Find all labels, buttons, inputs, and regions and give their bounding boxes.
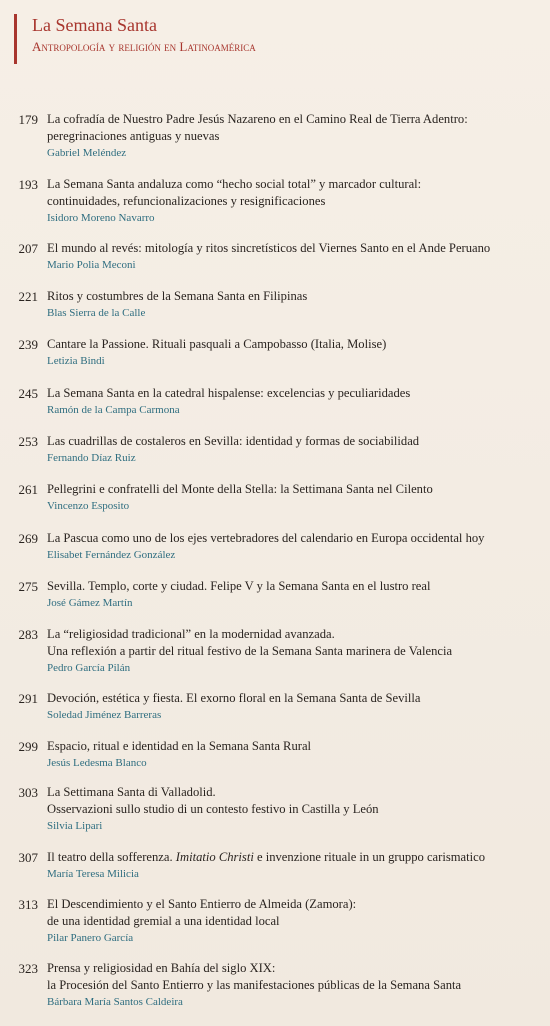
entry-title-line: Una reflexión a partir del ritual festivo de la Semana Santa marinera de Valencia (47, 644, 453, 658)
entry-author: José Gámez Martín (47, 597, 133, 609)
entry-author: María Teresa Milicia (47, 868, 139, 880)
entry-body (47, 626, 543, 676)
page-number: 323 (18, 961, 38, 976)
entry-author: Fernando Díaz Ruiz (47, 452, 136, 464)
entry-body (47, 336, 543, 369)
entry-body (47, 578, 543, 611)
page-number: 313 (18, 897, 38, 912)
entry-title-line: Devoción, estética y fiesta. El exorno floral en la Semana Santa de Sevilla (47, 691, 421, 705)
entry-body (47, 385, 543, 418)
entry-title-line: Sevilla. Templo, corte y ciudad. Felipe V y la Semana Santa en el lustro real (47, 579, 431, 593)
entry-title-line: de una identidad gremial a una identidad local (47, 914, 280, 928)
entry-author: Vincenzo Esposito (47, 500, 130, 512)
entry-body (47, 784, 543, 834)
page-number: 303 (18, 785, 38, 800)
page-number: 269 (18, 531, 38, 546)
page-number: 245 (18, 386, 38, 401)
entry-body (47, 433, 543, 466)
entry-title-line: Osservazioni sullo studio di un contesto festivo in Castilla y León (47, 802, 379, 816)
entry-body (47, 481, 543, 514)
entry-title-line: La “religiosidad tradicional” en la modernidad avanzada. (47, 627, 335, 641)
book-subtitle: Antropología y religión en Latinoamérica (32, 39, 256, 54)
entry-body (47, 288, 543, 321)
entry-author: Mario Polia Meconi (47, 259, 136, 271)
entry-author: Pedro García Pilán (47, 662, 131, 674)
entry-title-line: Prensa y religiosidad en Bahía del siglo XIX: (47, 961, 276, 975)
entry-body (47, 240, 543, 273)
entry-author: Elisabet Fernández González (47, 549, 176, 561)
entry-body (47, 849, 543, 882)
entry-title-line: Espacio, ritual e identidad en la Semana Santa Rural (47, 739, 312, 753)
entry-title-line: La cofradía de Nuestro Padre Jesús Nazareno en el Camino Real de Tierra Adentro: (47, 112, 468, 126)
entry-author: Isidoro Moreno Navarro (47, 212, 155, 224)
entry-title-line: Il teatro della sofferenza. Imitatio Christi e invenzione rituale in un gruppo carismatico (47, 850, 485, 864)
book-title: La Semana Santa (32, 15, 157, 35)
entry-title-line: Pellegrini e confratelli del Monte della Stella: la Settimana Santa nel Cilento (47, 482, 433, 496)
entry-title-line: La Settimana Santa di Valladolid. (47, 785, 216, 799)
entry-author: Letizia Bindi (47, 355, 105, 367)
entry-title-line: continuidades, refuncionalizaciones y resignificaciones (47, 194, 326, 208)
entry-title-line: Ritos y costumbres de la Semana Santa en Filipinas (47, 289, 308, 303)
page-number: 299 (18, 739, 38, 754)
entry-author: Jesús Ledesma Blanco (47, 757, 147, 769)
page-number: 275 (18, 579, 38, 594)
entry-body (47, 896, 543, 946)
entry-title-line: peregrinaciones antiguas y nuevas (47, 129, 220, 143)
page-number: 207 (18, 241, 38, 256)
page-number: 193 (18, 177, 38, 192)
entry-author: Blas Sierra de la Calle (47, 307, 146, 319)
entry-author: Gabriel Meléndez (47, 147, 127, 159)
page-number: 221 (18, 289, 38, 304)
entry-title-line: Las cuadrillas de costaleros en Sevilla: identidad y formas de sociabilidad (47, 434, 420, 448)
entry-body (47, 530, 543, 563)
page-number: 291 (18, 691, 38, 706)
entry-title-line: La Semana Santa andaluza como “hecho social total” y marcador cultural: (47, 177, 422, 191)
page-number: 239 (18, 337, 38, 352)
page-number: 283 (18, 627, 38, 642)
entry-title-line: Cantare la Passione. Rituali pasquali a Campobasso (Italia, Molise) (47, 337, 387, 351)
entry-body (47, 738, 543, 771)
entry-body (47, 111, 543, 161)
running-header (14, 14, 256, 64)
entry-title-line: la Procesión del Santo Entierro y las manifestaciones públicas de la Semana Santa (47, 978, 462, 992)
page-number: 261 (18, 482, 38, 497)
entry-author: Ramón de la Campa Carmona (47, 404, 180, 416)
entry-body (47, 960, 543, 1010)
entry-author: Silvia Lipari (47, 820, 103, 832)
entry-title-line: El Descendimiento y el Santo Entierro de Almeida (Zamora): (47, 897, 357, 911)
entry-author: Pilar Panero García (47, 932, 134, 944)
entry-author: Bárbara María Santos Caldeira (47, 996, 183, 1008)
page-number: 179 (18, 112, 38, 127)
entry-author: Soledad Jiménez Barreras (47, 709, 162, 721)
entry-body (47, 176, 543, 226)
entry-title-line: La Pascua como uno de los ejes vertebradores del calendario en Europa occidental hoy (47, 531, 485, 545)
page-number: 307 (18, 850, 38, 865)
entry-title-line: El mundo al revés: mitología y ritos sincretísticos del Viernes Santo en el Ande Peruano (47, 241, 491, 255)
entry-title-line: La Semana Santa en la catedral hispalense: excelencias y peculiaridades (47, 386, 411, 400)
entry-body (47, 690, 543, 723)
page-number: 253 (18, 434, 38, 449)
